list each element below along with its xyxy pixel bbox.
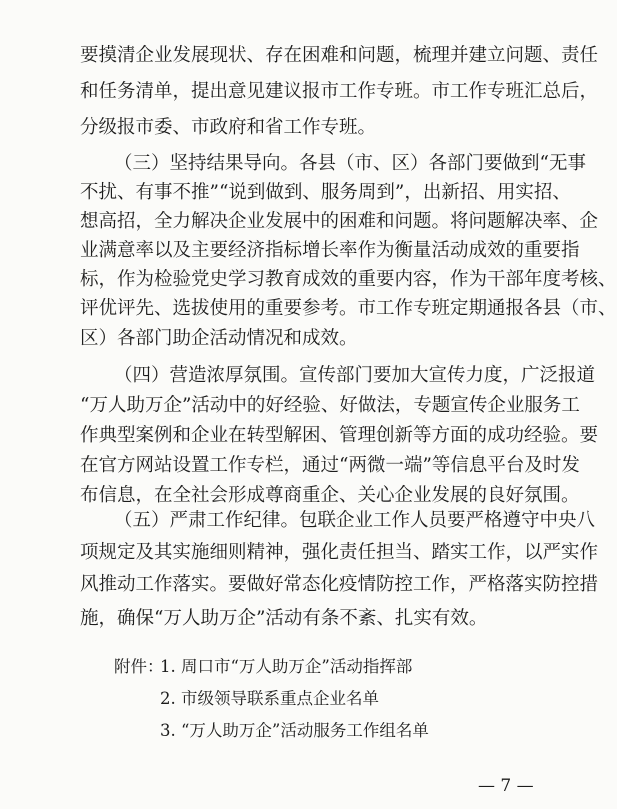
paragraph-line: 不扰、有事不推”“说到做到、服务周到”，出新招、用实招、 [80,182,571,203]
page-number: — 7 — [478,776,534,796]
paragraph-line: 业满意率以及主要经济指标增长率作为衡量活动成效的重要指 [80,240,580,261]
paragraph-line: 布信息，在全社会形成尊商重企、关心企业发展的良好氛围。 [80,485,580,506]
paragraph-line: 标，作为检验党史学习教育成效的重要内容，作为干部年度考核、 [80,269,617,290]
paragraph-line: 要摸清企业发展现状、存在困难和问题，梳理并建立问题、责任 [80,45,599,66]
paragraph-line: 区）各部门助企活动情况和成效。 [80,328,358,349]
attachment-item-3: 3. “万人助万企”活动服务工作组名单 [160,721,429,740]
paragraph-line: （四）营造浓厚氛围。宣传部门要加大宣传力度，广泛报道 [114,365,596,386]
paragraph-line: 评优评先、选拔使用的重要参考。市工作专班定期通报各县（市、 [80,298,617,319]
paragraph-line: “万人助万企”活动中的好经验、好做法，专题宣传企业服务工 [80,395,580,416]
attachment-item-1: 1. 周口市“万人助万企”活动指挥部 [160,657,413,676]
attachment-item-2: 2. 市级领导联系重点企业名单 [160,689,379,708]
paragraph-line: （三）坚持结果导向。各县（市、区）各部门要做到“无事 [114,153,586,174]
attachment-label: 附件： [114,657,164,676]
paragraph-line: 在官方网站设置工作专栏，通过“两微一端”等信息平台及时发 [80,455,580,476]
paragraph-line: 施，确保“万人助万企”活动有条不紊、扎实有效。 [80,608,488,629]
paragraph-line: 风推动工作落实。要做好常态化疫情防控工作，严格落实防控措 [80,574,599,595]
paragraph-line: 作典型案例和企业在转型解困、管理创新等方面的成功经验。要 [80,425,599,446]
paragraph-line: 和任务清单，提出意见建议报市工作专班。市工作专班汇总后， [80,81,599,102]
paragraph-line: 想高招，全力解决企业发展中的困难和问题。将问题解决率、企 [80,211,599,232]
paragraph-line: （五）严肃工作纪律。包联企业工作人员要严格遵守中央八 [114,510,596,531]
paragraph-line: 分级报市委、市政府和省工作专班。 [80,117,377,138]
paragraph-line: 项规定及其实施细则精神，强化责任担当、踏实工作，以严实作 [80,542,599,563]
